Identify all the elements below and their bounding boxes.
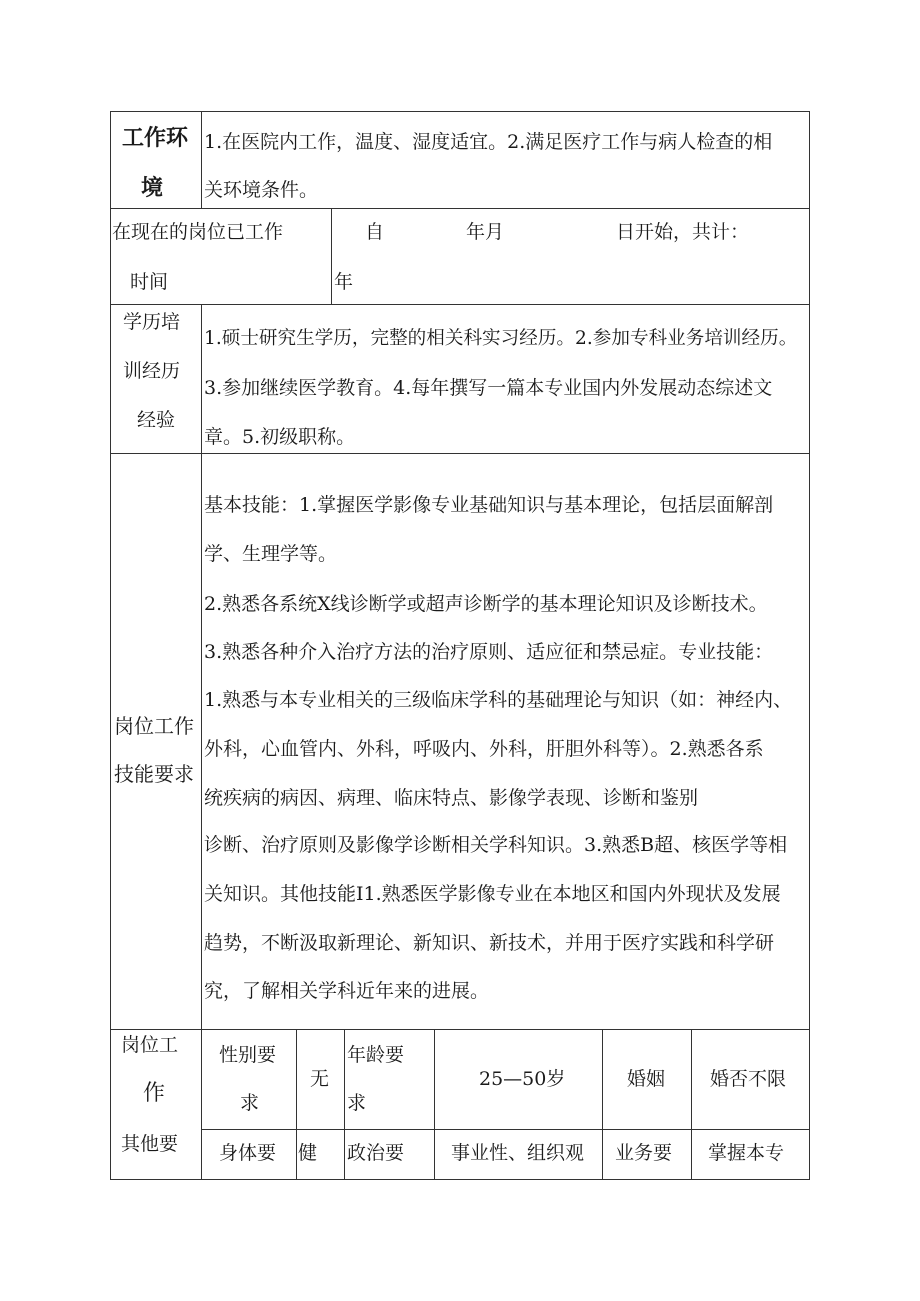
other-label-line2: 作	[143, 1081, 166, 1106]
tenure-years: 年	[334, 271, 354, 293]
political-label: 政治要	[347, 1142, 405, 1164]
other-label-line3: 其他要	[121, 1133, 179, 1155]
gender-label-line2: 求	[240, 1092, 260, 1114]
gender-value: 无	[310, 1068, 330, 1090]
work-env-text-line2: 关环境条件。	[204, 179, 319, 201]
age-label-line2: 求	[347, 1092, 367, 1114]
col-divider	[331, 208, 332, 304]
skills-line: 1.熟悉与本专业相关的三级临床学科的基础理论与知识（如：神经内、	[204, 689, 793, 711]
age-label-line1: 年龄要	[347, 1044, 405, 1066]
skills-line: 统疾病的病因、病理、临床特点、影像学表现、诊断和鉴别	[204, 787, 699, 809]
row-divider	[110, 304, 810, 305]
marriage-value: 婚否不限	[710, 1068, 787, 1090]
education-line: 3.参加继续医学教育。4.每年撰写一篇本专业国内外发展动态综述文	[204, 377, 773, 399]
col-divider	[296, 1029, 297, 1179]
skills-label-line2: 技能要求	[114, 762, 194, 786]
education-label-line2: 训经历	[123, 360, 181, 382]
skills-line: 趋势，不断汲取新理论、新知识、新技术，并用于医疗实践和科学研	[204, 932, 775, 954]
education-line: 1.硕士研究生学历，完整的相关科实习经历。2.参加专科业务培训经历。	[204, 328, 798, 349]
tenure-from: 自	[365, 221, 385, 243]
table-border-left	[110, 111, 111, 1179]
table-border-top	[110, 111, 810, 112]
skills-line: 关知识。其他技能I1.熟悉医学影像专业在本地区和国内外现状及发展	[204, 883, 781, 905]
tenure-year-month: 年月	[466, 221, 505, 243]
skills-line: 基本技能：1.掌握医学影像专业基础知识与基本理论，包括层面解剖	[204, 494, 774, 516]
skills-line: 2.熟悉各系统X线诊断学或超声诊断学的基本理论知识及诊断技术。	[204, 593, 768, 615]
education-line: 章。5.初级职称。	[204, 426, 356, 448]
work-env-text-line1: 1.在医院内工作，温度、湿度适宜。2.满足医疗工作与病人检查的相	[204, 131, 773, 153]
col-divider	[201, 304, 202, 1179]
gender-label-line1: 性别要	[219, 1044, 277, 1066]
body-value: 健	[298, 1142, 318, 1164]
col-divider	[434, 1029, 435, 1179]
col-divider	[201, 111, 202, 208]
row-divider	[110, 453, 810, 454]
col-divider	[602, 1029, 603, 1179]
marriage-label: 婚姻	[627, 1068, 666, 1090]
skills-line: 3.熟悉各种介入治疗方法的治疗原则、适应征和禁忌症。专业技能：	[204, 641, 774, 663]
age-value: 25—50岁	[479, 1068, 566, 1090]
col-divider	[691, 1029, 692, 1179]
body-label: 身体要	[219, 1142, 277, 1164]
other-label-line1: 岗位工	[121, 1034, 179, 1056]
skills-label-line1: 岗位工作	[114, 714, 194, 738]
table-border-bottom	[110, 1179, 810, 1180]
education-label-line3: 经验	[137, 409, 176, 431]
tenure-label-line2: 时间	[130, 271, 169, 293]
row-divider	[201, 1129, 810, 1130]
work-env-label-line2: 境	[141, 175, 164, 201]
table-border-right	[809, 111, 810, 1179]
tenure-label-line1: 在现在的岗位已工作	[112, 221, 284, 243]
skills-line: 诊断、治疗原则及影像学诊断相关学科知识。3.熟悉B超、核医学等相	[204, 834, 788, 856]
business-value: 掌握本专	[708, 1142, 785, 1164]
tenure-day-start: 日开始，共计：	[616, 221, 750, 243]
col-divider	[344, 1029, 345, 1179]
business-label: 业务要	[615, 1142, 673, 1164]
education-label-line1: 学历培	[123, 311, 181, 333]
work-env-label-line1: 工作环	[122, 125, 189, 151]
skills-line: 学、生理学等。	[204, 543, 338, 565]
skills-line: 外科，心血管内、外科，呼吸内、外科，肝胆外科等）。2.熟悉各系	[204, 738, 764, 760]
row-divider	[110, 208, 810, 209]
political-value: 事业性、组织观	[451, 1142, 585, 1164]
row-divider	[110, 1029, 810, 1030]
skills-line: 究，了解相关学科近年来的进展。	[204, 980, 490, 1002]
